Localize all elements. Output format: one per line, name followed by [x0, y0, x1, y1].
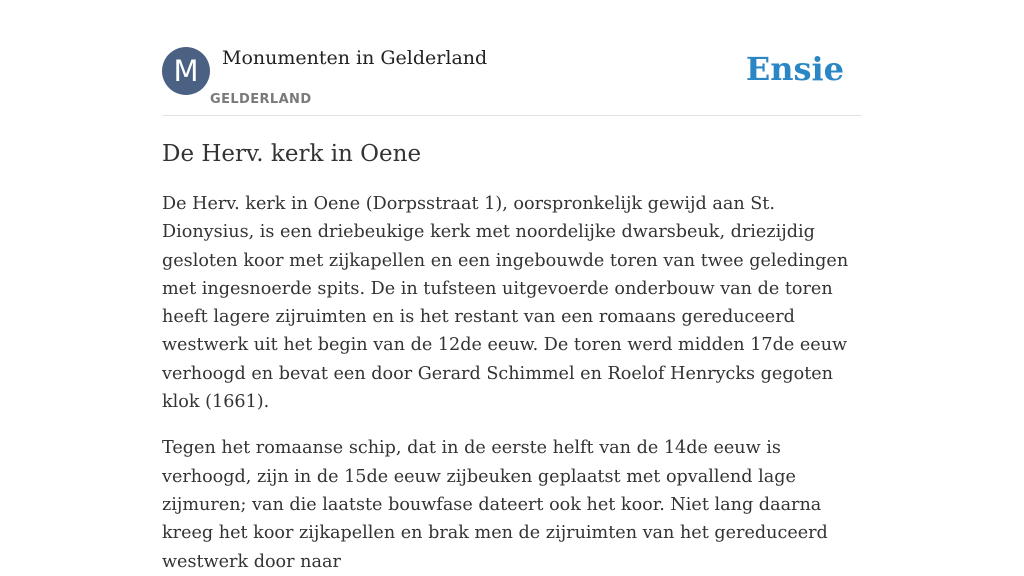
article-paragraph: Tegen het romaanse schip, dat in de eerste helft van de 14de eeuw is verhoogd, zijn in de 15de eeuw zijbeuken geplaatst met opvallend lage zijmuren; van die laatste bouwfase dateert ook het koor. Niet lang daarna kreeg het koor zijkapellen en brak men de zijruimten van het gereduceerd westwerk door naar: [162, 438, 828, 572]
source-category-link[interactable]: GELDERLAND: [210, 92, 312, 107]
header-divider: [162, 115, 862, 116]
source-avatar[interactable]: M: [162, 47, 210, 95]
source-header: [162, 46, 862, 116]
source-title-link[interactable]: Monumenten in Gelderland: [222, 47, 488, 69]
brand-logo-link[interactable]: Ensie: [745, 50, 844, 88]
article-paragraph: De Herv. kerk in Oene (Dorpsstraat 1), oorspronkelijk gewijd aan St. Dionysius, is een driebeukige kerk met noordelijke dwarsbeuk, driezijdig gesloten koor met zijkapellen en een ingebouwde toren van twee geledingen met ingesnoerde spits. De in tufsteen uitgevoerde onderbouw van de toren heeft lagere zijruimten en is het restant van een romaans gereduceerd westwerk uit het begin van de 12de eeuw. De toren werd midden 17de eeuw verhoogd en bevat een door Gerard Schimmel en Roelof Henrycks gegoten klok (1661).: [162, 194, 849, 413]
article: [162, 138, 862, 576]
article-title: De Herv. kerk in Oene: [162, 141, 422, 167]
